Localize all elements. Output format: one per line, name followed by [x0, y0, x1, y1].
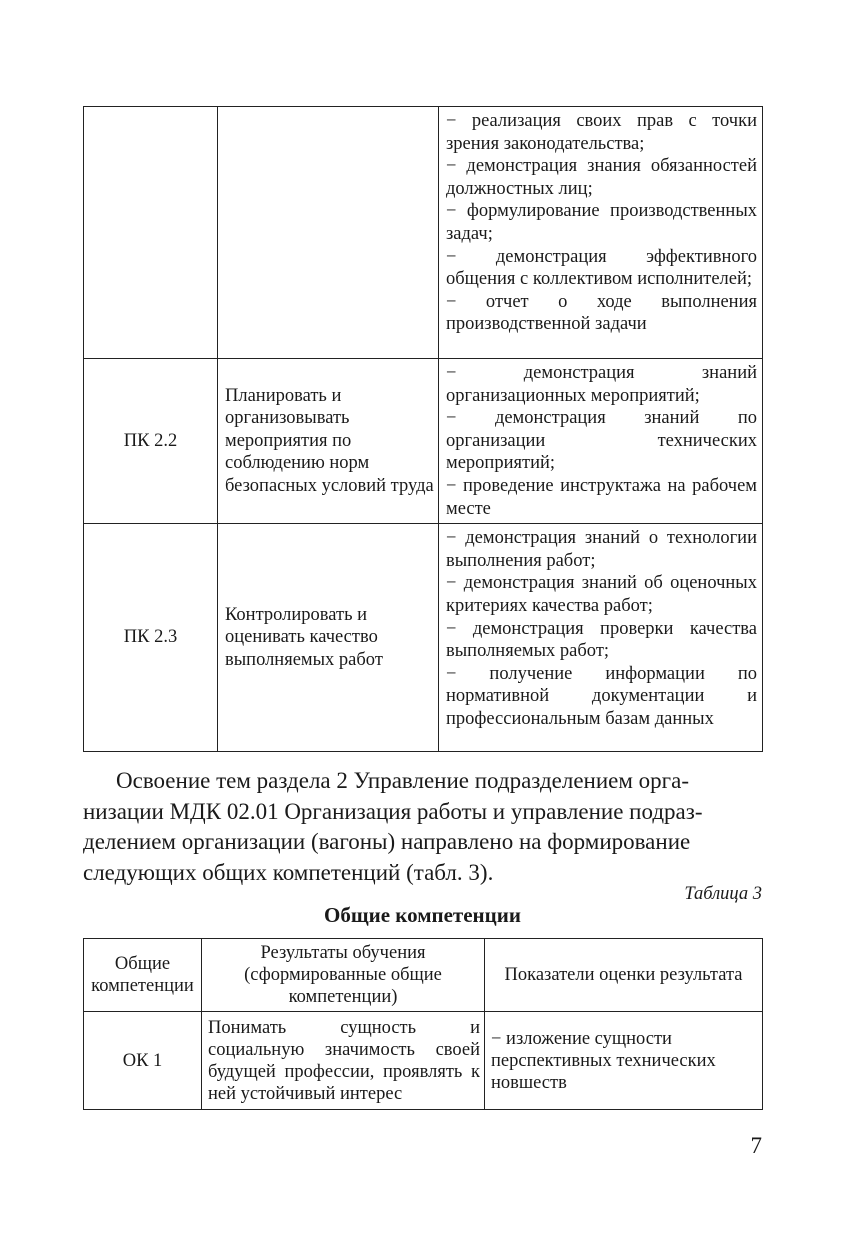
indicator-item: − демонстрация знаний организационных мероприятий;	[446, 363, 757, 406]
indicator-item: − демонстрация проверки качества выполняемых работ;	[446, 618, 757, 662]
indicator-item: − проведение инструктажа на рабочем месте	[446, 475, 757, 519]
indicator-item: − демонстрация знаний по организации технических мероприятий;	[446, 408, 757, 474]
paragraph-line: следующих общих компетенций (табл. 3).	[83, 859, 494, 885]
indicator-item: − демонстрация знаний о технологии выполнения работ;	[446, 528, 757, 571]
table-title: Общие компетенции	[324, 903, 521, 927]
table-row	[84, 524, 763, 752]
paragraph-line: делением организации (вагоны) направлено на формирование	[83, 829, 691, 854]
competency-code-cell	[84, 107, 218, 359]
column-header: Результаты обучения (сформированные общие компетенции)	[202, 939, 485, 1012]
table-row	[84, 1012, 763, 1110]
competency-description-cell: Планировать и организовывать мероприятия по соблюдению норм безопасных условий труда	[218, 359, 439, 524]
learning-result-cell: Понимать сущность и социальную значимость своей будущей профессии, проявлять к ней устойчивый интерес	[202, 1012, 485, 1110]
table-header-row	[84, 939, 763, 1012]
body-paragraph	[83, 766, 762, 888]
page-number: 7	[750, 1133, 762, 1158]
indicator-item: − формулирование производственных задач;	[446, 201, 757, 244]
table-row	[84, 107, 763, 359]
indicators-cell	[439, 107, 763, 359]
paragraph-line: Освоение тем раздела 2 Управление подразделением орга-	[116, 768, 689, 793]
indicator-item: − демонстрация знаний об оценочных критериях качества работ;	[446, 573, 757, 616]
indicator-item: − реализация своих прав с точки зрения законодательства;	[446, 111, 757, 154]
column-header: Общие компетенции	[84, 939, 202, 1012]
indicator-item: − получение информации по нормативной документации и профессиональным базам данных	[446, 663, 757, 729]
general-competencies-table	[83, 938, 763, 1110]
competency-code-cell: ПК 2.3	[84, 524, 218, 752]
indicator-cell: − изложение сущности перспективных технических новшеств	[485, 1012, 763, 1110]
competency-code-cell: ПК 2.2	[84, 359, 218, 524]
competency-code-cell: ОК 1	[84, 1012, 202, 1110]
competency-description-cell: Контролировать и оценивать качество выполняемых работ	[218, 524, 439, 752]
indicator-item: − отчет о ходе выполнения производственной задачи	[446, 291, 757, 335]
column-header: Показатели оценки результата	[485, 939, 763, 1012]
indicators-cell	[439, 524, 763, 752]
paragraph-line: низации МДК 02.01 Организация работы и управление подраз-	[83, 798, 703, 824]
table-label: Таблица 3	[684, 884, 762, 904]
table-row	[84, 359, 763, 524]
indicators-cell	[439, 359, 763, 524]
competency-description-cell	[218, 107, 439, 359]
competency-table-continued	[83, 106, 763, 752]
indicator-item: − демонстрация знания обязанностей должностных лиц;	[446, 156, 757, 199]
indicator-item: − демонстрация эффективного общения с коллективом исполнителей;	[446, 246, 757, 290]
